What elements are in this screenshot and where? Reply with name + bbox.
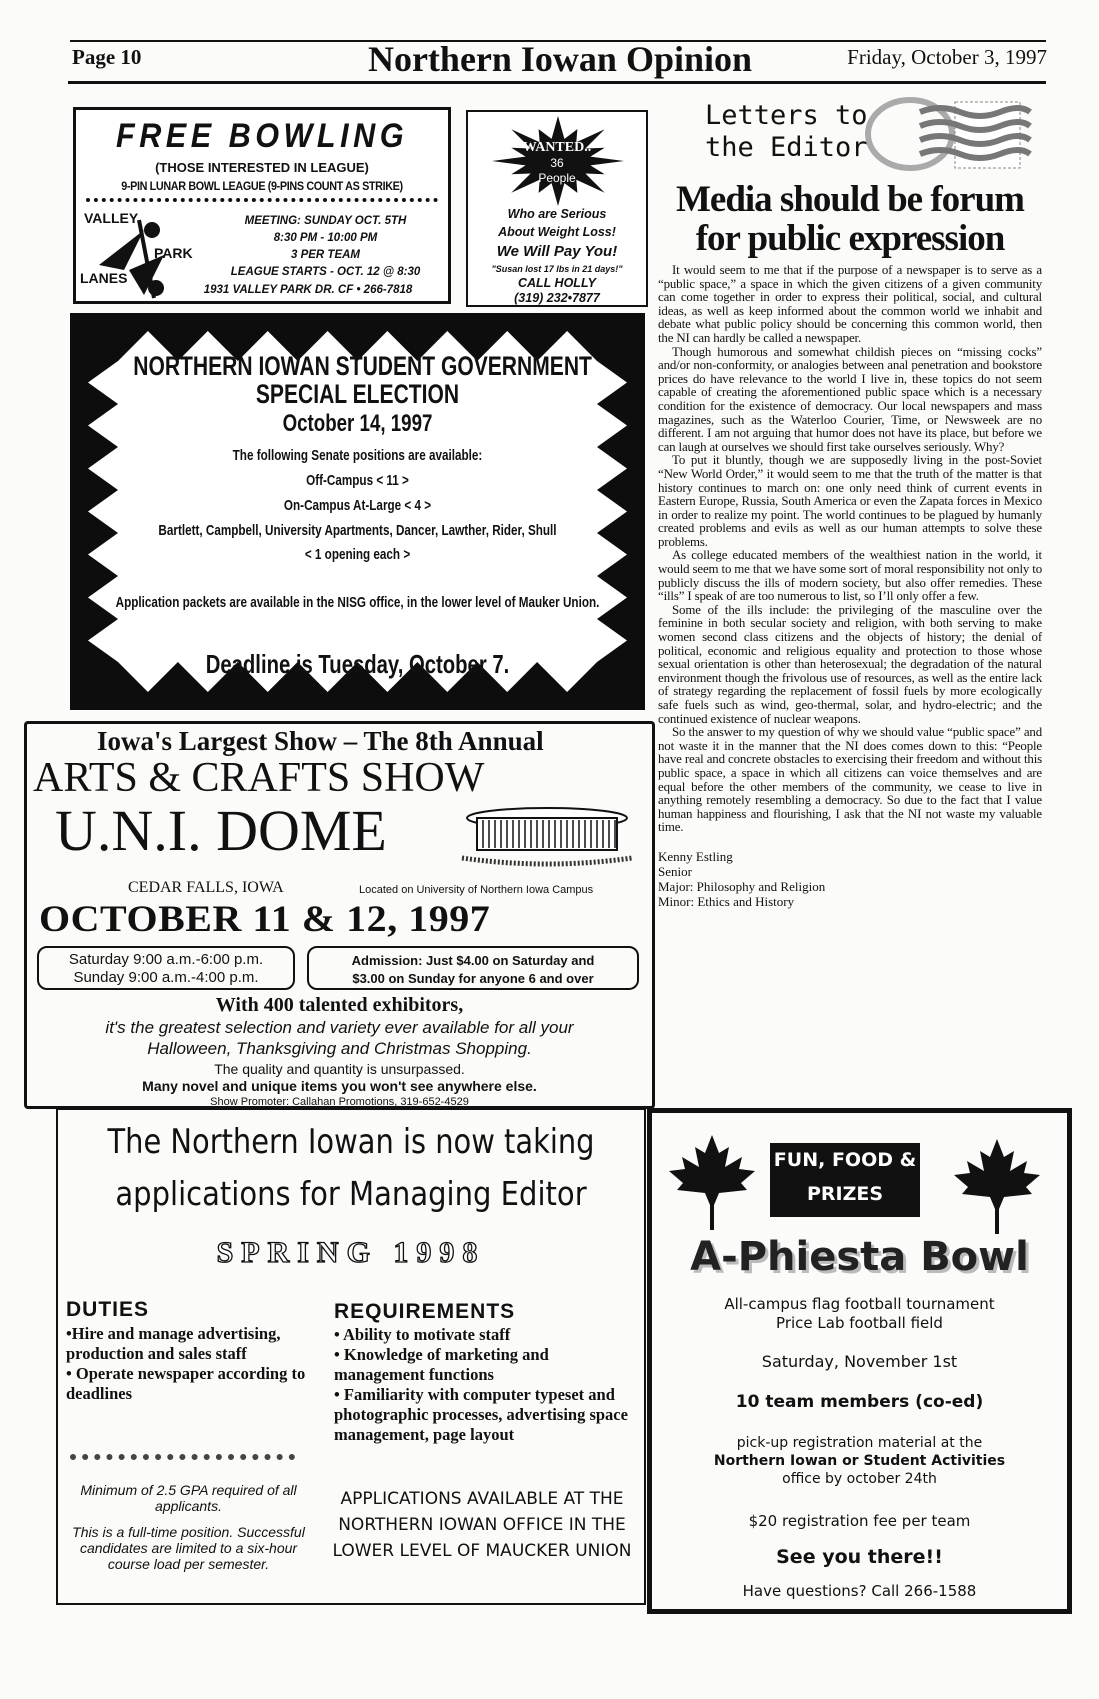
letter-body: [658, 264, 1042, 835]
logo-park: PARK: [154, 245, 193, 261]
field-line: Price Lab football field: [776, 1314, 943, 1332]
meeting-info: MEETING: SUNDAY OCT. 5TH: [244, 215, 407, 227]
election-ad: [70, 313, 645, 710]
team-size: 3 PER TEAM: [290, 249, 360, 261]
letters-logo-line-2: the Editor: [705, 132, 868, 163]
editor-season: SPRING 1998: [216, 1236, 486, 1269]
wanted-line-1: Who are Serious: [507, 207, 607, 221]
arts-novel: Many novel and unique items you won't see anywhere else.: [142, 1078, 537, 1094]
election-intro: The following Senate positions are available:: [232, 447, 483, 464]
meeting-time: 8:30 PM - 10:00 PM: [273, 232, 378, 244]
logo-valley: VALLEY: [84, 210, 139, 226]
team-size: 10 team members (co-ed): [735, 1392, 984, 1412]
election-deadline: Deadline is Tuesday, October 7.: [205, 649, 510, 679]
wanted-phone: (319) 232•7877: [514, 291, 600, 305]
event-date: Saturday, November 1st: [761, 1352, 958, 1371]
admission-box: [307, 946, 639, 990]
bowling-subtitle: (THOSE INTERESTED IN LEAGUE): [155, 160, 369, 175]
phiesta-title: A-Phiesta Bowl: [690, 1234, 1029, 1280]
bowling-league: 9-PIN LUNAR BOWL LEAGUE (9-PINS COUNT AS STRIKE): [121, 179, 403, 193]
arts-promoter: Show Promoter: Callahan Promotions, 319-652-4529: [210, 1096, 469, 1108]
arts-crafts-ad: [24, 721, 655, 1109]
arts-title: ARTS & CRAFTS SHOW: [33, 755, 485, 801]
apply-info: APPLICATIONS AVAILABLE AT THE NORTHERN IOWAN OFFICE IN THE LOWER LEVEL OF MAUCKER UNION: [332, 1489, 632, 1561]
author-name: Kenny Estling: [658, 848, 733, 864]
fun-food-prizes-banner: [770, 1143, 920, 1217]
logo-lanes: LANES: [80, 270, 128, 286]
letter-signature: [658, 849, 1042, 909]
letters-logo: [705, 100, 868, 164]
questions-line: Have questions? Call 266-1588: [742, 1582, 977, 1600]
dotted-divider: [70, 1454, 295, 1460]
bowling-ad: [73, 107, 451, 304]
author-major: Major: Philosophy and Religion: [658, 878, 826, 894]
wanted-call: CALL HOLLY: [517, 276, 596, 290]
weight-loss-ad: [466, 110, 648, 307]
arts-kicker: Iowa's Largest Show – The 8th Annual: [97, 726, 544, 756]
packets-info: Application packets are available in the NISG office, in the lower level of Mauker Union.: [115, 594, 600, 611]
duties-list: [66, 1324, 316, 1404]
letter-paragraph: To put it bluntly, though we are supposedly living in the post-Soviet “New World Order,” it would seem to me that the truth of the matter is that history continues to march on: one only need think of current events in Eastern Europe, Russia, South America or even the Zapata forces in Mexico in order to realize my point. The world continues to be plagued by humanly created problems and evils as well as our human attempts to solve these problems.: [658, 453, 1042, 549]
letter-paragraph: So the answer to my question of why we should value “public space” and not waste it in the manner that the NI does comes down to this: “People have real and concrete obstacles to exercising their freedom and without this public space, a space in which all citizens can voice themselves and are equal before the other members of the community, we cease to live in anything remotely resembling a democracy. So due to the fact that I value human happiness and flourishing, I ask that the NI not waste my valuable time.: [658, 725, 1042, 835]
position-halls: Bartlett, Campbell, University Apartments, Dancer, Lawther, Rider, Shull: [158, 522, 557, 539]
wanted-line-3: We Will Pay You!: [496, 243, 618, 260]
managing-editor-ad: [56, 1108, 646, 1605]
postage-stamp-icon: [860, 96, 1040, 176]
requirement-item: • Ability to motivate staff: [334, 1325, 511, 1344]
phiesta-bowl-ad: [647, 1108, 1072, 1614]
pickup-line-1: pick-up registration material at the: [736, 1435, 983, 1451]
election-title: NORTHERN IOWAN STUDENT GOVERNMENT: [133, 351, 592, 381]
duty-item: • Operate newspaper according to deadlines: [66, 1364, 306, 1403]
position-off-campus: Off-Campus < 11 >: [306, 472, 409, 489]
maple-leaf-icon: [952, 1139, 1042, 1234]
fee-line: $20 registration fee per team: [748, 1512, 971, 1530]
see-you-there: See you there!!: [776, 1546, 943, 1568]
header-bottom-rule: [68, 81, 1046, 84]
arts-pitch-2: Halloween, Thanksgiving and Christmas Shopping.: [147, 1039, 532, 1058]
fulltime-note: This is a full-time position. Successful candidates are limited to a six-hour course load per semester.: [72, 1524, 305, 1572]
duties-heading: DUTIES: [66, 1298, 150, 1321]
letter-paragraph: Some of the ills include: the privileging of the masculine over the feminine in both secular society and religion, with both serving to make women second class citizens and the objects of history; the denial of political, economic and religious equality and protection to those whose sexual orientation is other than heterosexual; the degradation of the natural environment though the frivolous use of resources, as well as the entire lack of strategy regarding the replacement of fossil fuels by more ecologically safe fuels such as wind, geo-thermal, solar, and hydro-electric; and the continued existence of nuclear weapons.: [658, 602, 1042, 726]
arts-exhibitors: With 400 talented exhibitors,: [215, 994, 464, 1016]
wanted-line-2: About Weight Loss!: [498, 225, 616, 239]
burst-wanted: WANTED..: [522, 140, 592, 155]
author-minor: Minor: Ethics and History: [658, 893, 795, 909]
letter-headline: Media should be forum for public expression: [675, 179, 1024, 259]
author-year: Senior: [658, 863, 692, 879]
dotted-divider: [86, 198, 438, 202]
burst-people: People: [538, 171, 576, 185]
arts-city: CEDAR FALLS, IOWA: [128, 879, 284, 896]
letters-logo-line-1: Letters to: [705, 100, 868, 131]
requirements-heading: REQUIREMENTS: [334, 1300, 516, 1323]
hours-box: [37, 946, 295, 990]
letter-paragraph: It would seem to me that if the purpose of a newspaper is to serve as a “public space,” a space in which the given citizens of a given community can come together in order to express their political, social, and cultural ideas, as well as keep informed about the common world we inhabit and debate what public policy should be concerning this common world, then the NI can hardly be called a newspaper.: [658, 263, 1042, 345]
wanted-quote: "Susan lost 17 lbs in 21 days!": [491, 264, 623, 274]
admission-line-2: $3.00 on Sunday for anyone 6 and over: [352, 971, 594, 986]
arts-dates: OCTOBER 11 & 12, 1997: [39, 899, 491, 940]
requirement-item: • Familiarity with computer typeset and photographic processes, advertising space management, page layout: [334, 1385, 628, 1444]
pickup-line-3: office by october 24th: [782, 1471, 937, 1487]
election-date: October 14, 1997: [282, 410, 433, 437]
election-subtitle: SPECIAL ELECTION: [255, 379, 460, 409]
maple-leaf-icon: [667, 1135, 757, 1230]
halls-note: < 1 opening each >: [304, 546, 411, 563]
bowling-title: FREE BOWLING: [116, 117, 408, 155]
arts-quality: The quality and quantity is unsurpassed.: [214, 1061, 465, 1077]
gpa-note: Minimum of 2.5 GPA required of all applicants.: [80, 1482, 297, 1514]
arts-venue: U.N.I. DOME: [55, 798, 387, 863]
editor-line-1: The Northern Iowan is now taking: [107, 1122, 595, 1162]
dome-building-icon: [457, 800, 637, 870]
letter-paragraph: As college educated members of the wealthiest nation in the world, it would seem to me that we have some sort of moral responsibility not only to publicly discuss the ills of modern society, but also offer remedies. These “ills” I speak of are too numerous to list, so I’ll only offer a few.: [658, 548, 1042, 604]
letters-logo-area: [658, 96, 1042, 174]
letter-column: [658, 96, 1042, 909]
position-on-campus: On-Campus At-Large < 4 >: [283, 497, 432, 514]
tournament-line: All-campus flag football tournament: [724, 1295, 995, 1313]
admission-line-1: Admission: Just $4.00 on Saturday and: [351, 953, 595, 968]
requirements-list: [334, 1325, 630, 1445]
editor-line-2: applications for Managing Editor: [115, 1174, 587, 1213]
section-title: Northern Iowan Opinion: [367, 39, 753, 79]
bowling-address: 1931 VALLEY PARK DR. CF • 266-7818: [203, 284, 413, 296]
arts-pitch-1: it's the greatest selection and variety ever available for all your: [105, 1018, 574, 1037]
hours-saturday: Saturday 9:00 a.m.-6:00 p.m.: [68, 951, 264, 968]
banner-line-2: PRIZES: [806, 1183, 884, 1205]
pickup-line-2: Northern Iowan or Student Activities: [713, 1453, 1006, 1469]
requirement-item: • Knowledge of marketing and management functions: [334, 1345, 549, 1384]
page-number: Page 10: [72, 45, 142, 69]
banner-line-1: FUN, FOOD &: [773, 1149, 917, 1171]
letter-paragraph: Though humorous and somewhat childish pieces on “missing cocks” and/or non-conformity, or analogies between anal penetration and bookstore prices do have relevance to the world I live in, these topics do not seem capable of creating the aforementioned public space which is a necessary condition for the existence of democracy. Our local newspapers and mass magazines, such as the Waterloo Courier, Time, or Newsweek are no different. I am not arguing that humor does not have its place, but before we can laugh at ourselves we should first take ourselves seriously. Why?: [658, 344, 1042, 454]
arts-location: Located on University of Northern Iowa Campus: [359, 884, 594, 896]
burst-count: 36: [550, 156, 564, 170]
duty-item: •Hire and manage advertising, production and sales staff: [66, 1324, 281, 1363]
issue-date: Friday, October 3, 1997: [847, 45, 1047, 69]
league-start: LEAGUE STARTS - OCT. 12 @ 8:30: [230, 266, 421, 278]
hours-sunday: Sunday 9:00 a.m.-4:00 p.m.: [73, 969, 259, 986]
